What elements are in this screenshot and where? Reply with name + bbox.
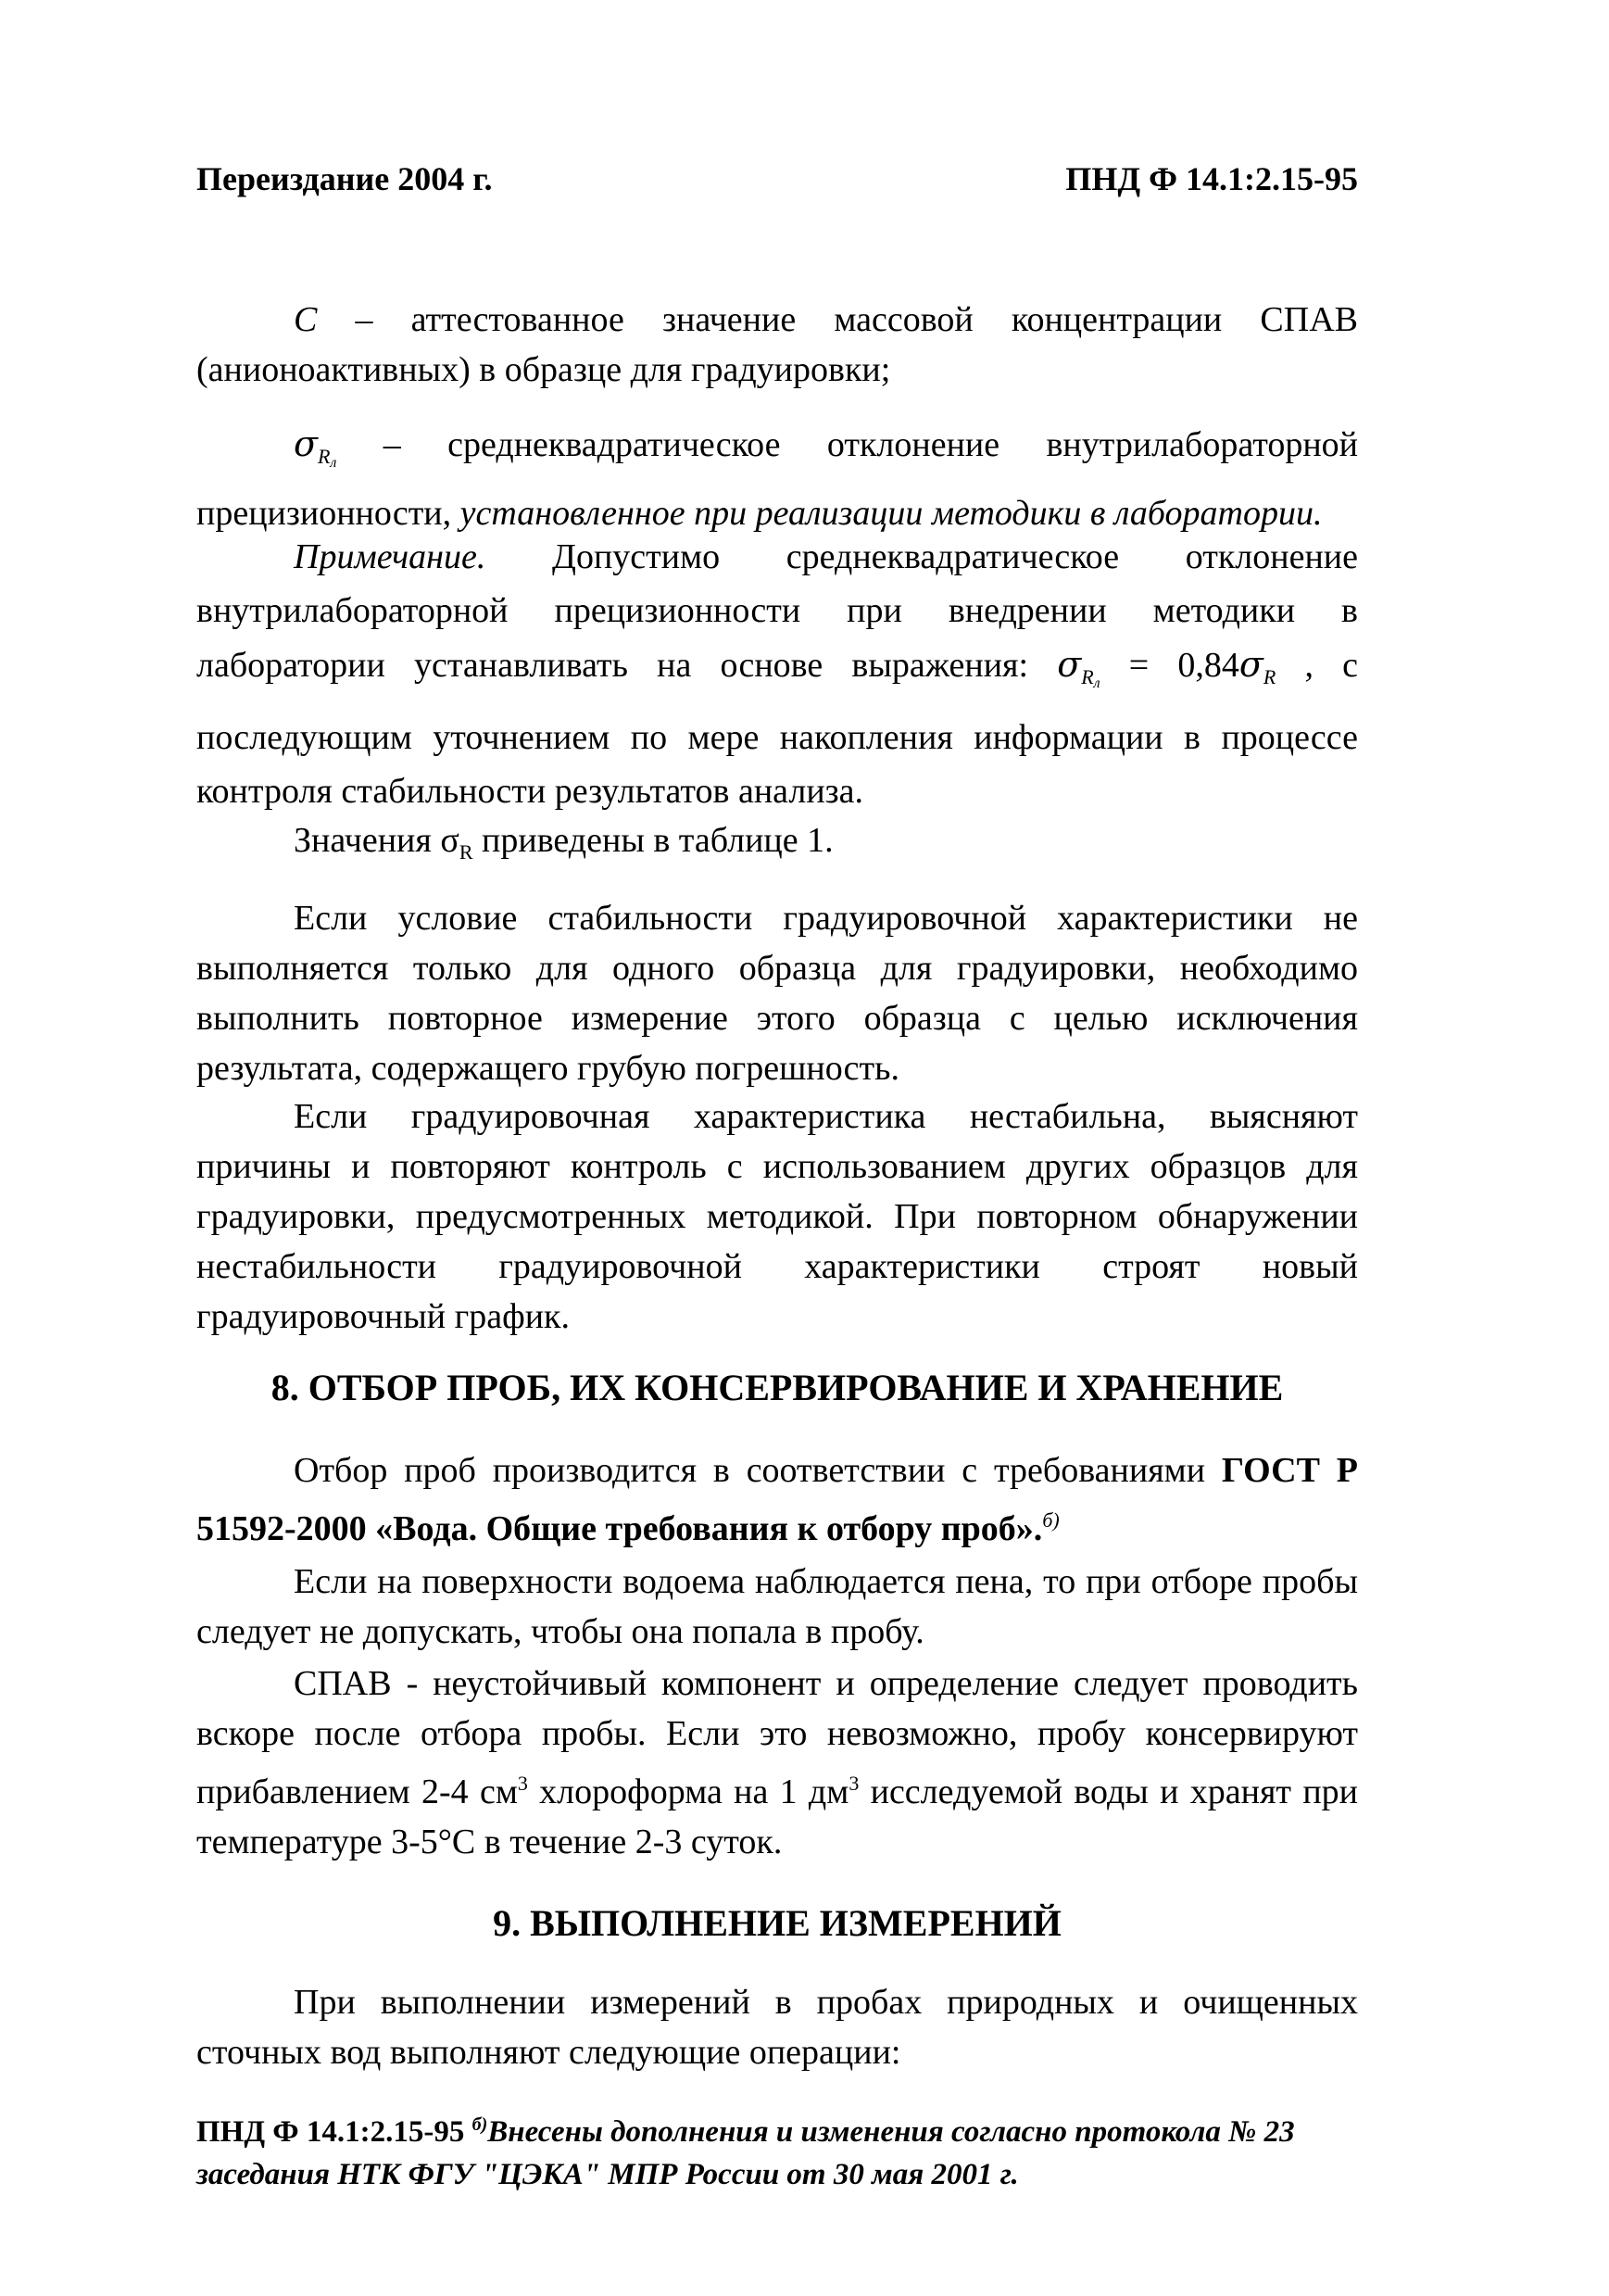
section-8-p1 (196, 1445, 1358, 1554)
section-9-p1-block (196, 1977, 1358, 2077)
section-8-title: 8. ОТБОР ПРОБ, ИХ КОНСЕРВИРОВАНИЕ И ХРАНЕНИЕ (270, 1367, 1284, 1408)
footnote-mark: б) (1042, 1508, 1060, 1532)
formula-rhs-subscript: R (1263, 665, 1276, 688)
definition-c (196, 295, 1358, 395)
sigma-definition-block (196, 419, 1358, 538)
note-label: Примечание. (294, 537, 486, 576)
section-8-p1-block (196, 1445, 1358, 1554)
sigma-subscript-2: л (330, 455, 337, 471)
note-block (196, 530, 1358, 818)
note-text-before: Допустимо среднеквадратическое отклонение внутрилабораторной прецизионности при внедрении методики в лаборатории устанавливать на основе выражения: (196, 537, 1358, 685)
sigma-definition-italic: установленное при реализации методики в лаборатории. (459, 494, 1323, 533)
values-line (196, 815, 1358, 877)
values-line-after: приведены в таблице 1. (472, 821, 834, 860)
section-9-title: 9. ВЫПОЛНЕНИЕ ИЗМЕРЕНИЙ (493, 1902, 1062, 1944)
formula-rhs-symbol: σ (1238, 644, 1263, 685)
formula-lhs-symbol: σ (1057, 644, 1082, 685)
sigma-subscript: R (317, 445, 331, 468)
c-definition-text: – аттестованное значение массовой концентрации СПАВ (анионоактивных) в образце для градуировки; (196, 300, 1358, 389)
section-8-p3-a: СПАВ - неустойчивый компонент и определение следует проводить вскоре после отбора пробы. Если это невозможно, пробу консервируют прибавлением 2-4 см (196, 1664, 1358, 1811)
dm3-superscript: 3 (848, 1772, 860, 1795)
c-symbol: С (294, 300, 318, 339)
footer-doc-code: ПНД Ф 14.1:2.15-95 (196, 2115, 472, 2149)
stability-single-paragraph: Если условие стабильности градуировочной характеристики не выполняется только для одного образца для градуировки, необходимо выполнить повторное измерение этого образца с целью исключения результата, содержащего грубую погрешность. (196, 899, 1358, 1088)
values-line-before: Значения σ (294, 821, 459, 860)
cm3-superscript: 3 (517, 1772, 528, 1795)
note-paragraph (196, 530, 1358, 818)
edition-label: Переиздание 2004 г. (196, 160, 493, 197)
stability-single-block (196, 893, 1358, 1093)
note-text-after: , с последующим уточнением по мере накопления информации в процессе контроля стабильности результатов анализа. (196, 646, 1359, 811)
values-line-subscript: R (459, 840, 473, 864)
sigma-symbol: σ (294, 423, 318, 464)
stability-block (196, 1091, 1358, 1342)
section-8-p3-block (196, 1659, 1358, 1867)
section-8-p2-block (196, 1557, 1358, 1657)
section-8-p1-plain: Отбор проб производится в соответствии с требованиями (294, 1451, 1222, 1490)
gost-reference: ГОСТ Р 51592-2000 «Вода. Общие требования к отбору проб». (196, 1451, 1358, 1548)
page-footer (196, 2103, 1358, 2196)
page-header (196, 159, 1358, 196)
formula-lhs-subscript-2: л (1093, 675, 1100, 691)
section-9-p1: При выполнении измерений в пробах природных и очищенных сточных вод выполняют следующие операции: (196, 1983, 1358, 2072)
sigma-definition-text: – среднеквадратическое отклонение внутрилабораторной прецизионности, (196, 425, 1358, 533)
values-line-block (196, 815, 1358, 877)
section-8-p3-b: хлороформа на 1 дм (527, 1772, 849, 1811)
footer-mark: б) (471, 2114, 488, 2135)
section-8-p3-c: исследуемой воды и хранят при температуре 3-5°С в течение 2-3 суток. (196, 1772, 1359, 1861)
formula-equals: = 0,84 (1100, 646, 1239, 685)
stability-paragraph: Если градуировочная характеристика нестабильна, выясняют причины и повторяют контроль с использованием других образцов для градуировки, предусмотренных методикой. При повторном обнаружении нестабильности градуировочной характеристики строят новый градуировочный график. (196, 1097, 1358, 1336)
definitions-block (196, 295, 1358, 395)
definition-sigma (196, 419, 1358, 538)
section-8-p3 (196, 1659, 1358, 1867)
section-8-p2: Если на поверхности водоема наблюдается пена, то при отборе пробы следует не допускать, чтобы она попала в пробу. (196, 1562, 1358, 1651)
document-code: ПНД Ф 14.1:2.15-95 (1065, 160, 1358, 197)
formula-lhs-subscript: R (1081, 665, 1094, 688)
footer-note: Внесены дополнения и изменения согласно протокола № 23 заседания НТК ФГУ "ЦЭКА" МПР России от 30 мая 2001 г. (196, 2115, 1295, 2191)
